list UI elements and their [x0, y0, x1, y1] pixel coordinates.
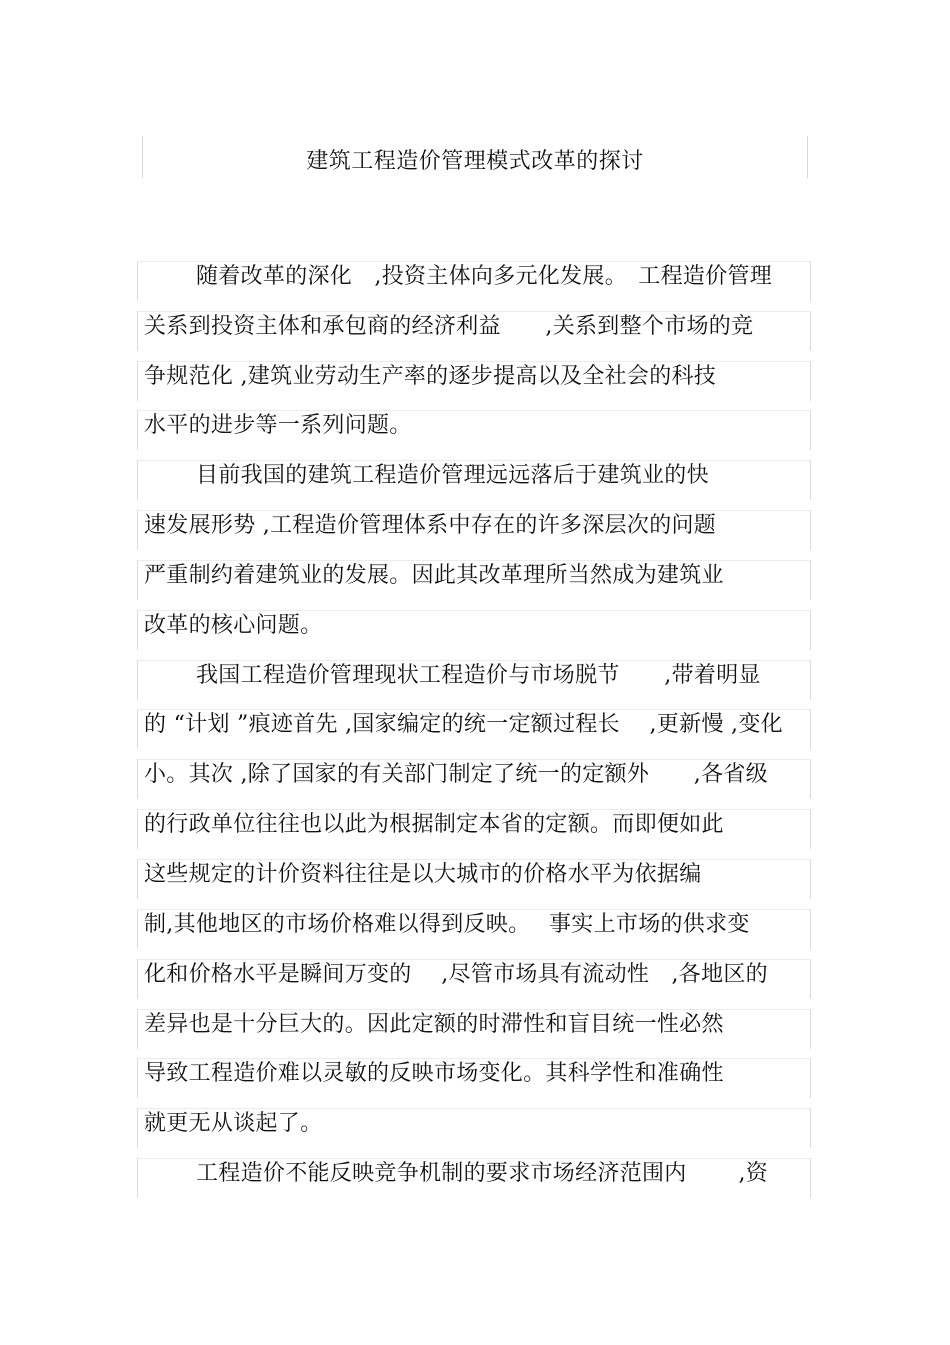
text-line [137, 460, 811, 500]
line-text: 我国工程造价管理现状工程造价与市场脱节 ,带着明显 [196, 663, 761, 688]
line-text: 这些规定的计价资料往往是以大城市的价格水平为依据编 [144, 862, 702, 887]
line-text: 的行政单位往往也以此为根据制定本省的定额。而即便如此 [144, 812, 724, 837]
text-line [137, 660, 811, 700]
text-line [137, 1009, 811, 1049]
line-text: 目前我国的建筑工程造价管理远远落后于建筑业的快 [196, 463, 709, 488]
text-line [137, 261, 811, 301]
line-text: 工程造价不能反映竞争机制的要求市场经济范围内 ,资 [196, 1161, 769, 1186]
text-line [137, 361, 811, 401]
document-title: 建筑工程造价管理模式改革的探讨 [306, 149, 644, 174]
line-text: 差异也是十分巨大的。因此定额的时滞性和盲目统一性必然 [144, 1012, 724, 1037]
line-text: 关系到投资主体和承包商的经济利益 ,关系到整个市场的竞 [144, 314, 754, 339]
line-text: 随着改革的深化 ,投资主体向多元化发展。 工程造价管理 [196, 264, 773, 289]
line-text: 速发展形势 ,工程造价管理体系中存在的许多深层次的问题 [144, 513, 717, 538]
text-line [137, 510, 811, 550]
line-text: 化和价格水平是瞬间万变的 ,尽管市场具有流动性 ,各地区的 [144, 962, 768, 987]
text-line [137, 410, 811, 450]
line-text: 导致工程造价难以灵敏的反映市场变化。其科学性和准确性 [144, 1061, 724, 1086]
line-text: 严重制约着建筑业的发展。因此其改革理所当然成为建筑业 [144, 563, 724, 588]
text-line [137, 560, 811, 600]
text-line [137, 311, 811, 351]
line-text: 水平的进步等一系列问题。 [144, 413, 412, 438]
text-line [137, 859, 811, 899]
text-line [137, 1058, 811, 1098]
text-line [137, 1158, 811, 1198]
text-line [137, 709, 811, 749]
line-text: 就更无从谈起了。 [144, 1111, 323, 1136]
text-line [137, 610, 811, 650]
title-box [142, 136, 808, 178]
text-line [137, 909, 811, 949]
text-line [137, 959, 811, 999]
line-text: 小。其次 ,除了国家的有关部门制定了统一的定额外 ,各省级 [144, 762, 768, 787]
text-line [137, 809, 811, 849]
line-text: 的 “计划 ”痕迹首先 ,国家编定的统一定额过程长 ,更新慢 ,变化 [144, 712, 783, 737]
line-text: 争规范化 ,建筑业劳动生产率的逐步提高以及全社会的科技 [144, 364, 717, 389]
line-text: 制,其他地区的市场价格难以得到反映。 事实上市场的供求变 [144, 912, 750, 937]
line-text: 改革的核心问题。 [144, 613, 323, 638]
text-line [137, 1108, 811, 1148]
text-line [137, 759, 811, 799]
